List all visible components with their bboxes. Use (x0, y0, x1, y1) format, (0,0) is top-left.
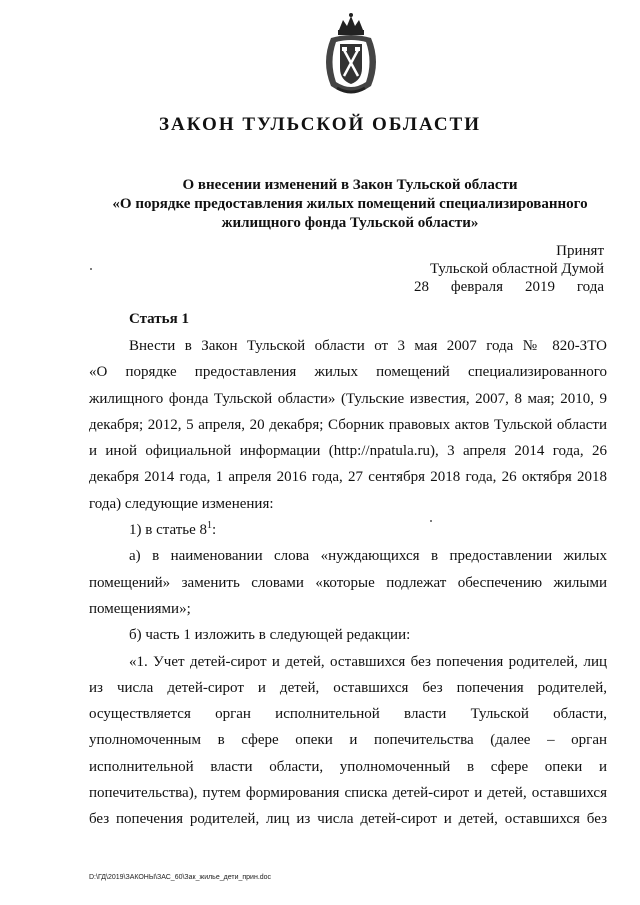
quote-line: без попечения родителей, лиц из числа детей-сирот и детей, оставшихся без (89, 811, 607, 828)
list-item-1-text: 1) в статье 8 (129, 522, 208, 539)
scan-speck (430, 520, 432, 522)
list-item-1-colon: : (212, 522, 217, 539)
adoption-year-word: года (576, 279, 604, 295)
article-heading: Статья 1 (129, 311, 189, 327)
quote-line: из числа детей-сирот и детей, оставшихся без попечения родителей, (89, 679, 607, 696)
quote-line: исполнительной власти области, уполномоченный в сфере опеки и (89, 758, 607, 775)
paragraph-line: а) в наименовании слова «нуждающихся в предоставлении жилых (129, 548, 607, 565)
adoption-block (414, 242, 604, 296)
paragraph-line: Внести в Закон Тульской области от 3 мая 2007 года № 820-ЗТО (129, 338, 607, 354)
paragraph-line: и иной официальной информации (http://npatula.ru), 3 апреля 2014 года, 26 (89, 443, 607, 460)
law-title: ЗАКОН ТУЛЬСКОЙ ОБЛАСТИ (158, 114, 482, 135)
subtitle-line: О внесении изменений в Закон Тульской области (182, 177, 518, 193)
quote-line: попечительства), путем формирования списка детей-сирот и детей, оставшихся (89, 785, 607, 802)
paragraph-line: декабря 2014 года, 1 апреля 2016 года, 27 сентября 2018 года, 26 октября 2018 (89, 469, 607, 486)
article-body (89, 333, 607, 833)
quote-line: «1. Учет детей-сирот и детей, оставшихся без попечения родителей, лиц (129, 653, 607, 670)
subtitle-line: жилищного фонда Тульской области» (221, 215, 479, 231)
paragraph-line: помещений» заменить словами «которые подлежат обеспечению жилыми (89, 574, 607, 591)
adoption-day: 28 (414, 279, 429, 295)
list-item-1-sup: 1 (207, 520, 213, 532)
adoption-date (414, 278, 604, 296)
file-path-footer: D:\ГД\2019\ЗАКОНЫ\ЗАС_60\Зак_жилье_дети_прин.doc (89, 874, 272, 881)
quote-line: осуществляется орган исполнительной власти Тульской области, (89, 706, 607, 723)
paragraph-line: жилищного фонда Тульской области» (Тульские известия, 2007, 8 мая; 2010, 9 (89, 390, 607, 407)
adoption-month: февраля (450, 279, 504, 295)
law-subtitle (95, 176, 605, 233)
adoption-year: 2019 (524, 279, 555, 295)
paragraph-line: «О порядке предоставления жилых помещений специализированного (89, 364, 607, 381)
paragraph-line: декабря; 2012, 5 апреля, 20 декабря; Сборник правовых актов Тульской области (89, 416, 607, 433)
paragraph-line: б) часть 1 изложить в следующей редакции: (129, 627, 411, 644)
adoption-line: Тульской областной Думой (429, 261, 604, 277)
scan-speck (90, 268, 92, 270)
paragraph-line: помещениями»; (89, 600, 191, 617)
adoption-line: Принят (556, 243, 604, 259)
quote-line: уполномоченным в сфере опеки и попечительства (далее – орган (89, 732, 607, 749)
list-item-1 (89, 517, 607, 543)
subtitle-line: «О порядке предоставления жилых помещений специализированного (112, 196, 588, 212)
coat-of-arms-icon (319, 12, 383, 98)
paragraph-line: года) следующие изменения: (89, 495, 274, 512)
